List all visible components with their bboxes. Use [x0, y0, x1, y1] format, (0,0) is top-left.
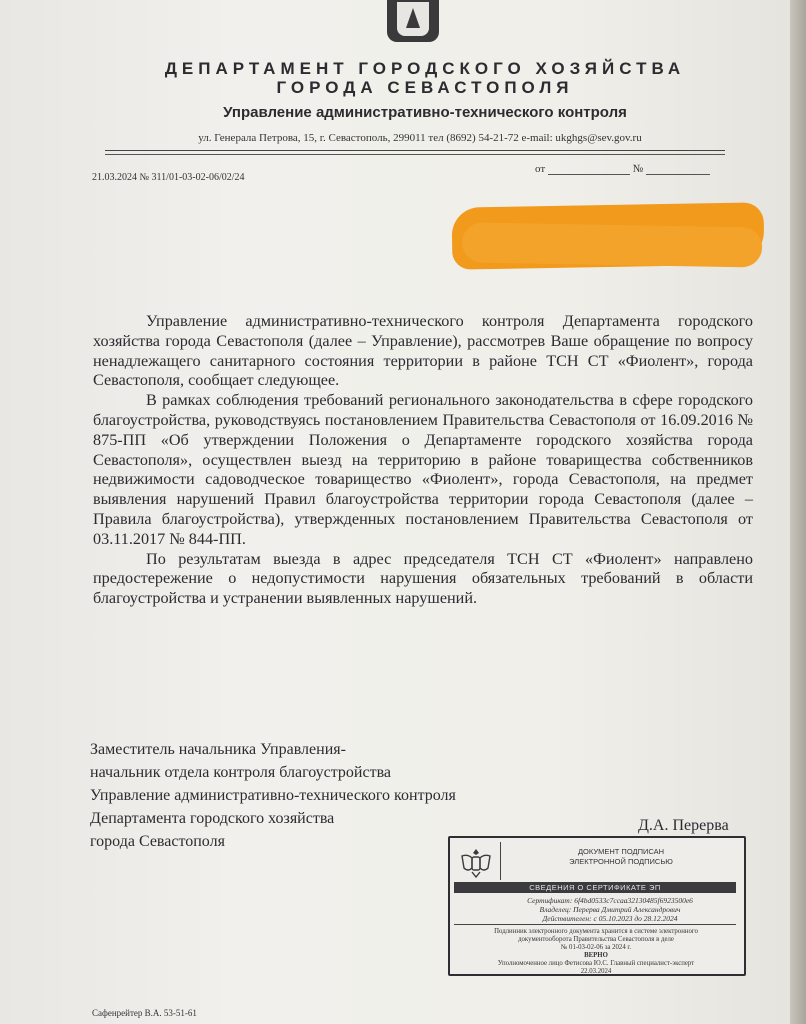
department-address: ул. Генерала Петрова, 15, г. Севастополь, 299011 тел (8692) 54-21-72 e-mail: ukghgs@sev.gov.ru: [198, 132, 642, 144]
signer-line: города Севастополя: [90, 833, 225, 850]
stamp-title-line1: ДОКУМЕНТ ПОДПИСАН: [577, 847, 665, 856]
stamp-footer-line: Подлинник электронного документа хранится в системе электронного: [494, 928, 698, 935]
letter-body: [93, 312, 753, 609]
certificate-owner: Владелец: Перерва Дмитрий Александрович: [539, 905, 681, 914]
russian-eagle-emblem-icon: [458, 846, 494, 880]
stamp-footer-line: Уполномоченное лицо Фетисова Ю.С. Главный специалист-эксперт: [497, 960, 695, 967]
number-blank: [646, 162, 710, 175]
redacted-addressee: [451, 202, 764, 269]
stamp-divider: [500, 842, 501, 880]
certificate-serial: Сертификат: 6f4bd0533c7ccaa32130485f6923500e6: [527, 896, 693, 905]
signer-line: начальник отдела контроля благоустройства: [90, 764, 392, 781]
header-divider-thin: [105, 154, 725, 155]
stamp-footer-date: 22.03.2024: [580, 968, 612, 975]
stamp-footer-line: № 01-03-02-06 за 2024 г.: [560, 944, 632, 951]
signer-line: Заместитель начальника Управления-: [90, 741, 346, 758]
executor-contact: Сафенрейтер В.А. 53-51-61: [92, 1008, 197, 1018]
number-label: №: [632, 163, 644, 175]
incoming-reference-blanks: [535, 162, 710, 175]
signer-name: Д.А. Перерва: [638, 817, 729, 834]
stamp-title-line2: ЭЛЕКТРОННОЙ ПОДПИСЬЮ: [569, 857, 673, 866]
document-reference: 21.03.2024 № 311/01-03-02-06/02/24: [92, 172, 245, 183]
page-edge-shadow: [790, 0, 806, 1024]
from-label: от: [535, 163, 546, 175]
department-title-line1: ДЕПАРТАМЕНТ ГОРОДСКОГО ХОЗЯЙСТВА: [164, 59, 686, 78]
stamp-footer: [456, 928, 736, 976]
certificate-details: [490, 896, 730, 923]
body-paragraph-1: Управление административно-технического контроля Департамента городского хозяйства города Севастополя (далее – Управление), рассмотрев Ваше обращение по вопросу ненадлежащего санитарного состояния территории в районе ТСН СТ «Фиолент», города Севастополя, сообщает следующее.: [93, 312, 753, 390]
division-title: Управление административно-технического контроля: [223, 104, 627, 121]
sevastopol-coat-of-arms-icon: [387, 0, 439, 42]
signer-line: Управление административно-технического контроля: [90, 787, 456, 804]
stamp-footer-line: документооборота Правительства Севастополя в деле: [518, 936, 674, 943]
stamp-verified-label: ВЕРНО: [584, 952, 608, 959]
signer-line: Департамента городского хозяйства: [90, 810, 335, 827]
from-blank: [548, 162, 630, 175]
certificate-header-bar: СВЕДЕНИЯ О СЕРТИФИКАТЕ ЭП: [454, 882, 736, 893]
department-title-line2: ГОРОДА СЕВАСТОПОЛЯ: [276, 78, 574, 97]
electronic-signature-stamp: [448, 836, 746, 976]
stamp-separator: [454, 924, 736, 925]
certificate-validity: Действителен: с 05.10.2023 до 28.12.2024: [542, 914, 678, 923]
body-paragraph-2: В рамках соблюдения требований регионального законодательства в сфере городского благоустройства, руководствуясь постановлением Правительства Севастополя от 16.09.2016 № 875-ПП «Об утверждении Положения о Департаменте городского хозяйства города Севастополя», осуществлен выезд на территорию в районе товарищества собственников недвижимости садоводческое товарищество «Фиолент», города Севастополя, на предмет выявления нарушений Правил благоустройства территории города Севастополя (далее – Правила благоустройства), утвержденных постановлением Правительства Севастополя от 03.11.2017 № 844-ПП.: [93, 391, 753, 548]
header-divider: [105, 150, 725, 151]
body-paragraph-3: По результатам выезда в адрес председателя ТСН СТ «Фиолент» направлено предостережение о недопустимости нарушения обязательных требований в области благоустройства и устранении выявленных нарушений.: [93, 549, 753, 608]
